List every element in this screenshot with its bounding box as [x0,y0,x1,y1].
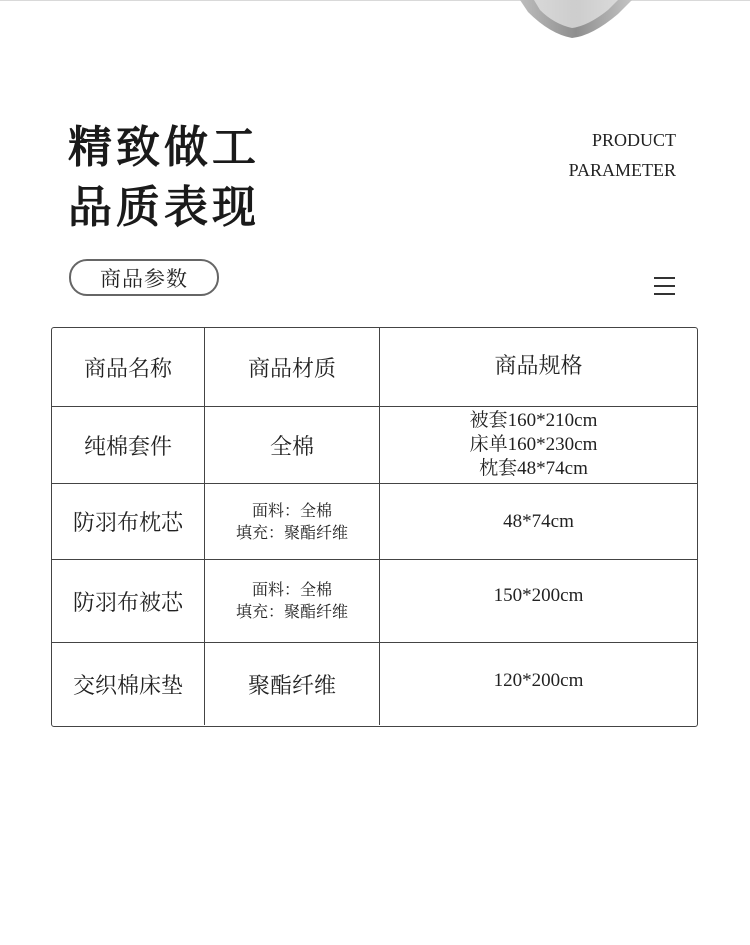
section-badge: 商品参数 [69,259,219,296]
row-material: 全棉 [205,407,380,483]
material-line: 面料：全棉 [251,580,332,599]
row-name: 纯棉套件 [52,407,205,483]
row-name: 防羽布枕芯 [52,484,205,559]
row-material: 聚酯纤维 [205,643,380,725]
table-row [52,406,697,483]
spec-line: 枕套48*74cm [479,458,588,479]
header-material: 商品材质 [205,328,380,406]
material-line: 面料：全棉 [251,500,332,520]
row-name: 交织棉床垫 [52,643,205,725]
material-line: 填充：聚酯纤维 [235,602,348,621]
header-name: 商品名称 [52,328,205,406]
row-name: 防羽布被芯 [52,560,205,642]
parameter-table [51,327,698,727]
row-spec: 120*200cm [493,670,584,691]
top-divider [0,0,750,1]
row-spec [380,407,697,483]
row-material [205,484,380,559]
header-spec: 商品规格 [494,353,583,379]
title-line-2: 品质表现 [68,182,260,233]
spec-line: 被套160*210cm [469,410,598,431]
title-line-1: 精致做工 [68,122,260,173]
table-row [52,642,697,725]
table-header-row [52,328,697,406]
page-title [68,118,260,238]
row-spec: 48*74cm [503,510,574,532]
english-line-2: PARAMETER [568,160,676,180]
english-line-1: PRODUCT [591,130,676,150]
row-spec: 150*200cm [493,585,584,606]
product-image-fragment [520,0,632,38]
row-material [205,560,380,642]
table-row [52,483,697,559]
menu-icon[interactable] [654,277,676,295]
material-line: 填充：聚酯纤维 [235,522,348,542]
table-row [52,559,697,642]
spec-line: 床单160*230cm [469,434,598,455]
english-subtitle [569,125,676,185]
